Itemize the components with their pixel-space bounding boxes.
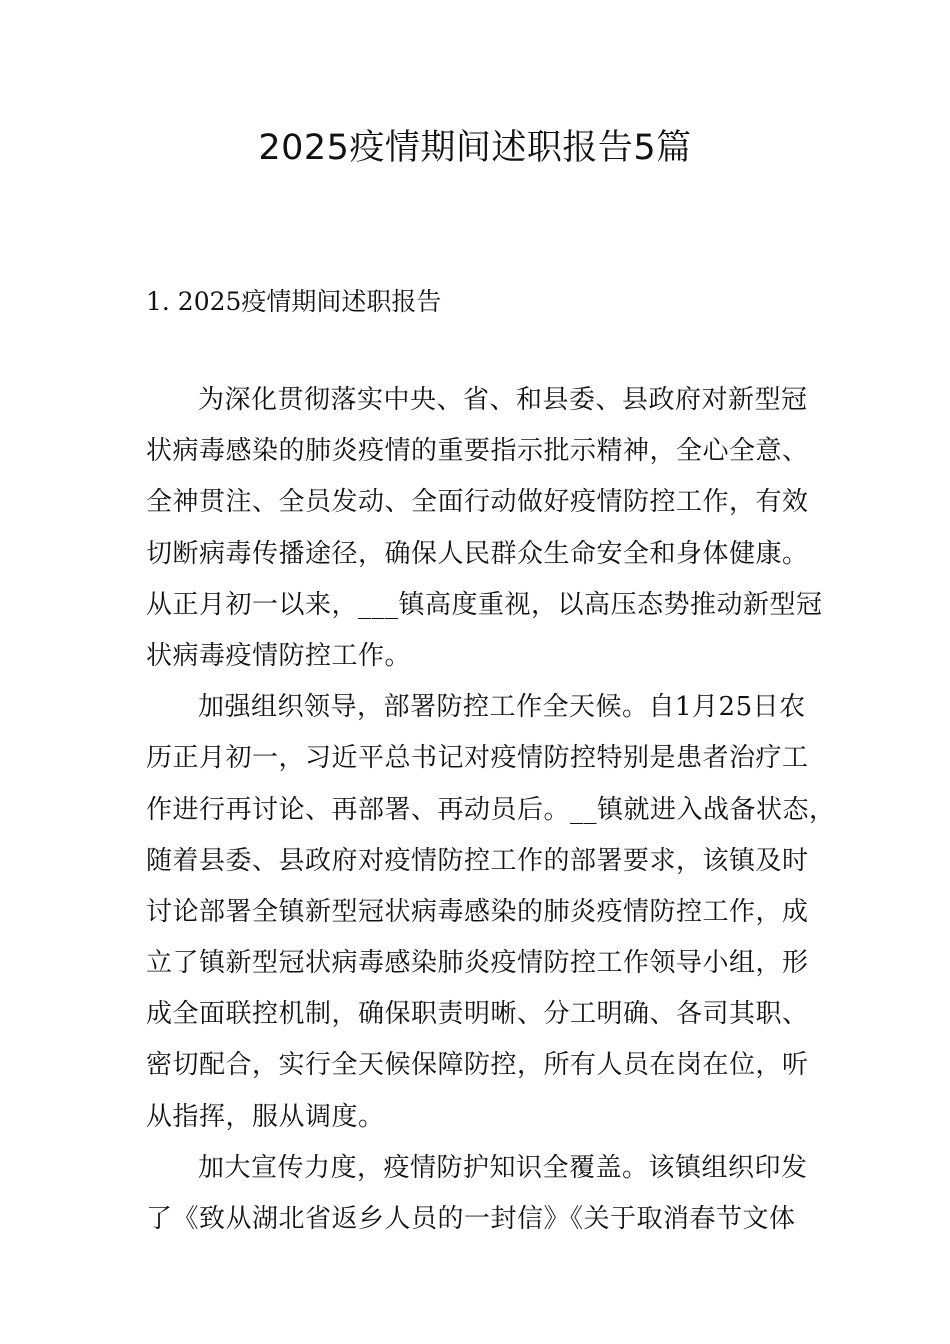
document-title: 2025疫情期间述职报告5篇	[258, 128, 692, 168]
body-line: 加强组织领导，部署防控工作全天候。自1月25日农	[198, 692, 806, 723]
body-line: 成全面联控机制，确保职责明晰、分工明确、各司其职、	[146, 999, 809, 1030]
body-line: 从正月初一以来，___镇高度重视，以高压态势推动新型冠	[146, 589, 823, 620]
body-line: 讨论部署全镇新型冠状病毒感染的肺炎疫情防控工作，成	[146, 896, 809, 927]
body-line: 了《致从湖北省返乡人员的一封信》《关于取消春节文体	[146, 1204, 796, 1234]
body-line: 全神贯注、全员发动、全面行动做好疫情防控工作，有效	[146, 487, 809, 518]
body-line: 历正月初一，习近平总书记对疫情防控特别是患者治疗工	[146, 743, 809, 774]
body-line: 为深化贯彻落实中央、省、和县委、县政府对新型冠	[198, 385, 808, 415]
body-line: 加大宣传力度，疫情防护知识全覆盖。该镇组织印发	[198, 1152, 808, 1183]
body-line: 从指挥，服从调度。	[146, 1101, 385, 1132]
body-text	[146, 375, 836, 1245]
body-line: 立了镇新型冠状病毒感染肺炎疫情防控工作领导小组，形	[146, 948, 809, 979]
body-line: 密切配合，实行全天候保障防控，所有人员在岗在位，听	[146, 1050, 809, 1081]
section-heading: 1. 2025疫情期间述职报告	[146, 287, 442, 316]
body-line: 随着县委、县政府对疫情防控工作的部署要求，该镇及时	[146, 845, 809, 876]
body-line: 状病毒疫情防控工作。	[146, 640, 412, 671]
body-line: 状病毒感染的肺炎疫情的重要指示批示精神，全心全意、	[146, 436, 809, 467]
body-line: 作进行再讨论、再部署、再动员后。__镇就进入战备状态，	[146, 794, 836, 825]
body-line: 切断病毒传播途径，确保人民群众生命安全和身体健康。	[146, 538, 809, 569]
